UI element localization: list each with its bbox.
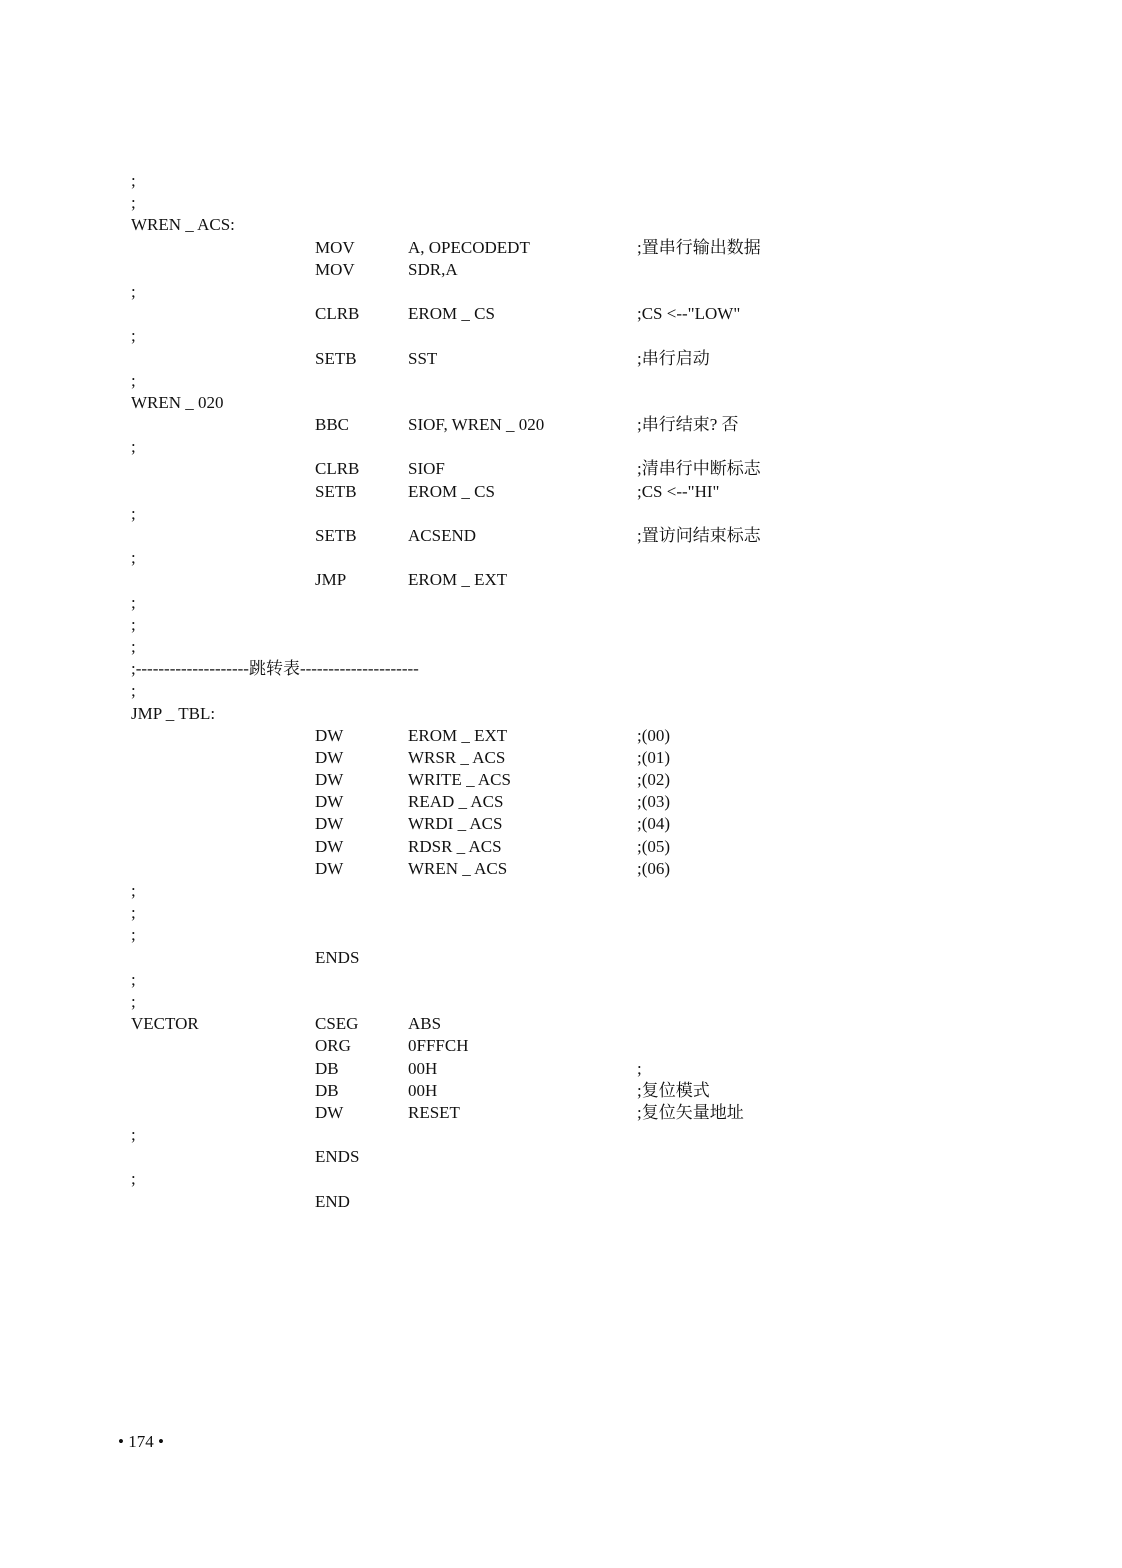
code-line [131,703,1031,725]
code-operand: 00H [408,1058,438,1078]
code-operand: EROM _ EXT [408,725,508,745]
code-label: ; [131,991,136,1011]
code-comment: ;置访问结束标志 [637,526,761,545]
code-listing [131,170,1031,1213]
code-line [131,325,1031,347]
code-comment: ;(04) [637,814,671,834]
code-opcode: JMP [315,570,347,590]
code-label: ; [131,171,136,190]
code-line [131,481,1031,503]
code-operand: ABS [408,1014,442,1034]
code-line [131,947,1031,969]
code-opcode: CSEG [315,1014,359,1034]
code-comment: ;(02) [637,770,671,790]
code-label: ; [131,437,136,457]
code-label: ; [131,1169,136,1189]
code-line [131,1168,1031,1190]
code-label: ; [131,326,136,346]
code-line [131,569,1031,591]
code-opcode: CLRB [315,304,360,324]
code-operand: WRITE _ ACS [408,770,511,790]
code-line [131,503,1031,525]
code-line [131,769,1031,791]
code-comment: ;(05) [637,836,671,856]
code-line [131,636,1031,658]
code-operand: RESET [408,1102,460,1122]
code-opcode: DB [315,1058,339,1078]
code-operand: EROM _ CS [408,481,495,501]
code-line [131,192,1031,214]
code-operand: WREN _ ACS [408,858,508,878]
code-label: ; [131,503,136,523]
code-operand: EROM _ CS [408,304,495,324]
code-line [131,902,1031,924]
code-operand: ACSEND [408,526,477,545]
code-line [131,680,1031,702]
code-line [131,880,1031,902]
code-operand: SST [408,348,438,368]
code-opcode: END [315,1191,350,1211]
code-line [131,458,1031,480]
code-label: ; [131,881,136,900]
code-label: ; [131,1125,136,1145]
code-label: ; [131,614,136,634]
code-line [131,592,1031,614]
code-line [131,1124,1031,1146]
code-comment: ;CS <--"HI" [637,481,720,501]
code-line [131,348,1031,370]
code-line [131,791,1031,813]
code-line [131,281,1031,303]
code-opcode: DW [315,747,344,767]
code-label: ; [131,903,136,923]
code-line [131,436,1031,458]
code-label: ;--------------------跳转表--------------------- [131,659,419,679]
code-label: ; [131,969,136,989]
code-line [131,1102,1031,1124]
code-label: ; [131,281,136,301]
code-line [131,858,1031,880]
code-comment: ;置串行输出数据 [637,237,761,257]
code-operand: RDSR _ ACS [408,836,502,856]
code-comment: ;复位模式 [637,1080,710,1100]
code-operand: A, OPECODEDT [408,237,530,257]
code-opcode: DW [315,814,344,834]
code-operand: 00H [408,1080,438,1100]
page-number: • 174 • [118,1432,164,1451]
code-line [131,1013,1031,1035]
code-line [131,214,1031,236]
code-label: ; [131,636,136,656]
code-line [131,658,1031,680]
code-comment: ;(06) [637,858,671,878]
code-line [131,924,1031,946]
code-comment: ;串行启动 [637,348,710,368]
code-line [131,303,1031,325]
code-comment: ;复位矢量地址 [637,1102,744,1122]
code-comment: ;串行结束? 否 [637,415,739,435]
code-comment: ;(00) [637,725,671,745]
code-line [131,525,1031,547]
code-line [131,414,1031,436]
code-label: VECTOR [131,1014,199,1034]
code-line [131,1058,1031,1080]
code-line [131,614,1031,636]
code-line [131,237,1031,259]
code-line [131,725,1031,747]
code-opcode: DW [315,836,344,856]
code-line [131,547,1031,569]
code-operand: SDR,A [408,259,458,279]
code-opcode: SETB [315,481,357,501]
code-opcode: ORG [315,1036,351,1056]
code-line [131,747,1031,769]
code-opcode: DW [315,1102,344,1122]
code-label: WREN _ 020 [131,392,224,412]
code-opcode: DW [315,792,344,812]
code-comment: ;(01) [637,747,671,767]
code-opcode: SETB [315,526,357,545]
code-comment: ;清串行中断标志 [637,459,761,479]
code-comment: ;CS <--"LOW" [637,304,741,324]
code-comment: ; [637,1058,642,1078]
code-opcode: DW [315,770,344,790]
code-line [131,991,1031,1013]
code-operand: WRDI _ ACS [408,814,503,834]
code-line [131,1191,1031,1213]
code-line [131,1080,1031,1102]
code-comment: ;(03) [637,792,671,812]
code-operand: 0FFFCH [408,1036,469,1056]
code-opcode: DB [315,1080,339,1100]
code-operand: SIOF [408,459,445,479]
code-line [131,259,1031,281]
code-line [131,370,1031,392]
code-line [131,170,1031,192]
code-opcode: CLRB [315,459,360,479]
code-line [131,836,1031,858]
code-opcode: DW [315,725,344,745]
code-operand: READ _ ACS [408,792,504,812]
code-label: ; [131,681,136,701]
code-opcode: ENDS [315,947,360,967]
code-label: ; [131,592,136,612]
code-label: ; [131,370,136,390]
code-label: ; [131,193,136,213]
code-operand: SIOF, WREN _ 020 [408,415,545,435]
code-line [131,1035,1031,1057]
code-line [131,1146,1031,1168]
code-label: WREN _ ACS: [131,215,235,235]
code-opcode: ENDS [315,1147,360,1167]
code-line [131,392,1031,414]
code-label: JMP _ TBL: [131,703,216,723]
code-operand: WRSR _ ACS [408,747,506,767]
code-label: ; [131,548,136,568]
code-opcode: MOV [315,259,355,279]
code-opcode: MOV [315,237,355,257]
code-line [131,969,1031,991]
code-label: ; [131,925,136,945]
code-operand: EROM _ EXT [408,570,508,590]
code-opcode: SETB [315,348,357,368]
code-line [131,813,1031,835]
code-opcode: DW [315,858,344,878]
code-opcode: BBC [315,415,350,435]
